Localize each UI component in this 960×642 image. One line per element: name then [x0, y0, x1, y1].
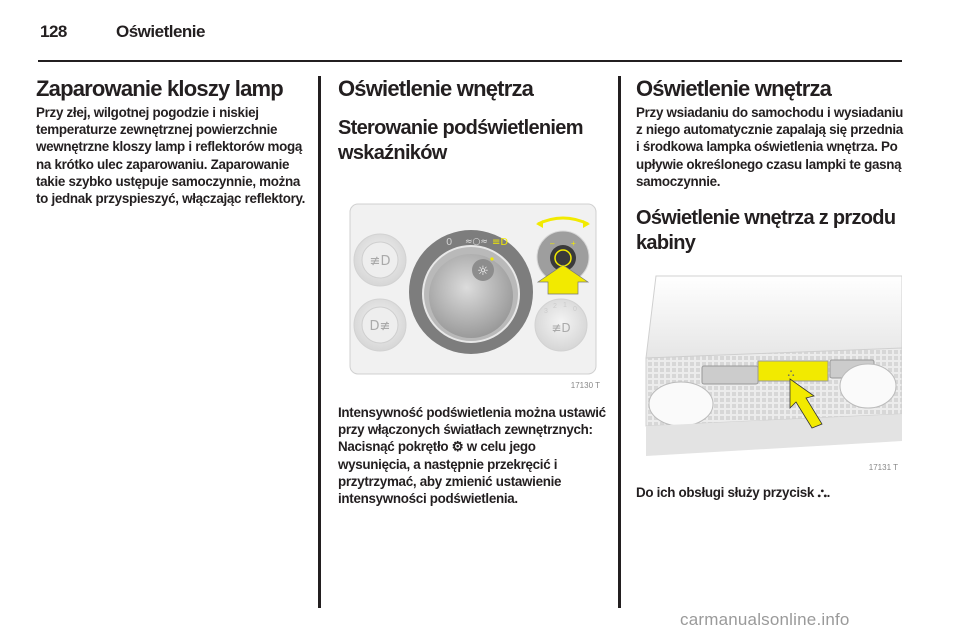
svg-text:D≢: D≢: [369, 319, 391, 334]
body-text: Przy złej, wilgotnej pogodzie i niskiej temperaturze zewnętrznej powierzchnie wewnętrzne kloszy lamp i reflektorów mogą na krótko ulec zaparowaniu. Zaparowanie takie szybko ustępuje samoczynnie, można to jednak przyspieszyć, włączając reflektory.: [36, 105, 306, 207]
svg-text:≡D: ≡D: [492, 237, 509, 248]
subsection-heading: Oświetlenie wnętrza z przodu kabiny: [636, 207, 896, 255]
dimmer-icon: ⚙: [451, 439, 464, 455]
header-divider: [38, 60, 902, 62]
interior-light-icon: ⛬: [817, 485, 827, 501]
body-text: [338, 404, 608, 507]
svg-text:2: 2: [553, 303, 557, 310]
column-interior-lighting: [338, 76, 608, 507]
page-header: [40, 20, 205, 44]
svg-text:≢D: ≢D: [551, 321, 571, 335]
svg-text:≈○≈: ≈○≈: [465, 237, 488, 247]
body-text-part: w celu jego wysunięcia, a następnie przekręcić i przytrzymać, aby zmienić ustawienie intensywności podświetlenia.: [338, 439, 562, 507]
courtesy-light-drawing: [636, 266, 902, 474]
column-fogged-lamps: [36, 76, 308, 207]
page-number: 128: [40, 22, 67, 41]
svg-text:3: 3: [544, 308, 548, 315]
svg-text:⛬: ⛬: [787, 368, 795, 380]
section-heading: Oświetlenie wnętrza: [338, 76, 534, 101]
svg-text:+: +: [571, 239, 576, 248]
section-heading: Zaparowanie kloszy lamp: [36, 76, 283, 101]
body-text-part: Intensywność podświetlenia można ustawić przy włączonych światłach zewnętrznych: Nacisnąć pokrętło: [338, 405, 606, 455]
svg-text:–: –: [550, 239, 555, 248]
column-interior-lighting-front: [636, 76, 906, 501]
svg-text:≢D: ≢D: [369, 254, 391, 269]
figure-code: 17130 T: [570, 381, 600, 390]
body-text: [636, 484, 906, 501]
body-text-part: Do ich obsługi służy przycisk: [636, 485, 818, 501]
watermark-link[interactable]: carmanualsonline.info: [680, 610, 850, 629]
figure-code: 17131 T: [868, 463, 898, 473]
svg-text:☼: ☼: [477, 264, 489, 279]
light-switch-panel-drawing: [338, 182, 604, 392]
svg-text:1: 1: [563, 302, 567, 309]
chapter-title: Oświetlenie: [116, 22, 205, 41]
svg-text:0: 0: [446, 237, 453, 248]
body-text-part: .: [826, 485, 830, 501]
light-switch-illustration: [338, 182, 604, 392]
column-divider: [618, 76, 621, 608]
front-courtesy-light-illustration: [636, 266, 902, 474]
section-heading: Oświetlenie wnętrza: [636, 76, 832, 101]
column-divider: [318, 76, 321, 608]
body-text: Przy wsiadaniu do samochodu i wysiadaniu z niego automatycznie zapalają się przednia i środkowa lampka oświetlenia wnętrza. Po upływie określonego czasu lampki te gasną samoczynnie.: [636, 105, 904, 189]
subsection-heading: Sterowanie podświetleniem wskaźników: [338, 117, 583, 164]
svg-text:0: 0: [573, 306, 577, 313]
